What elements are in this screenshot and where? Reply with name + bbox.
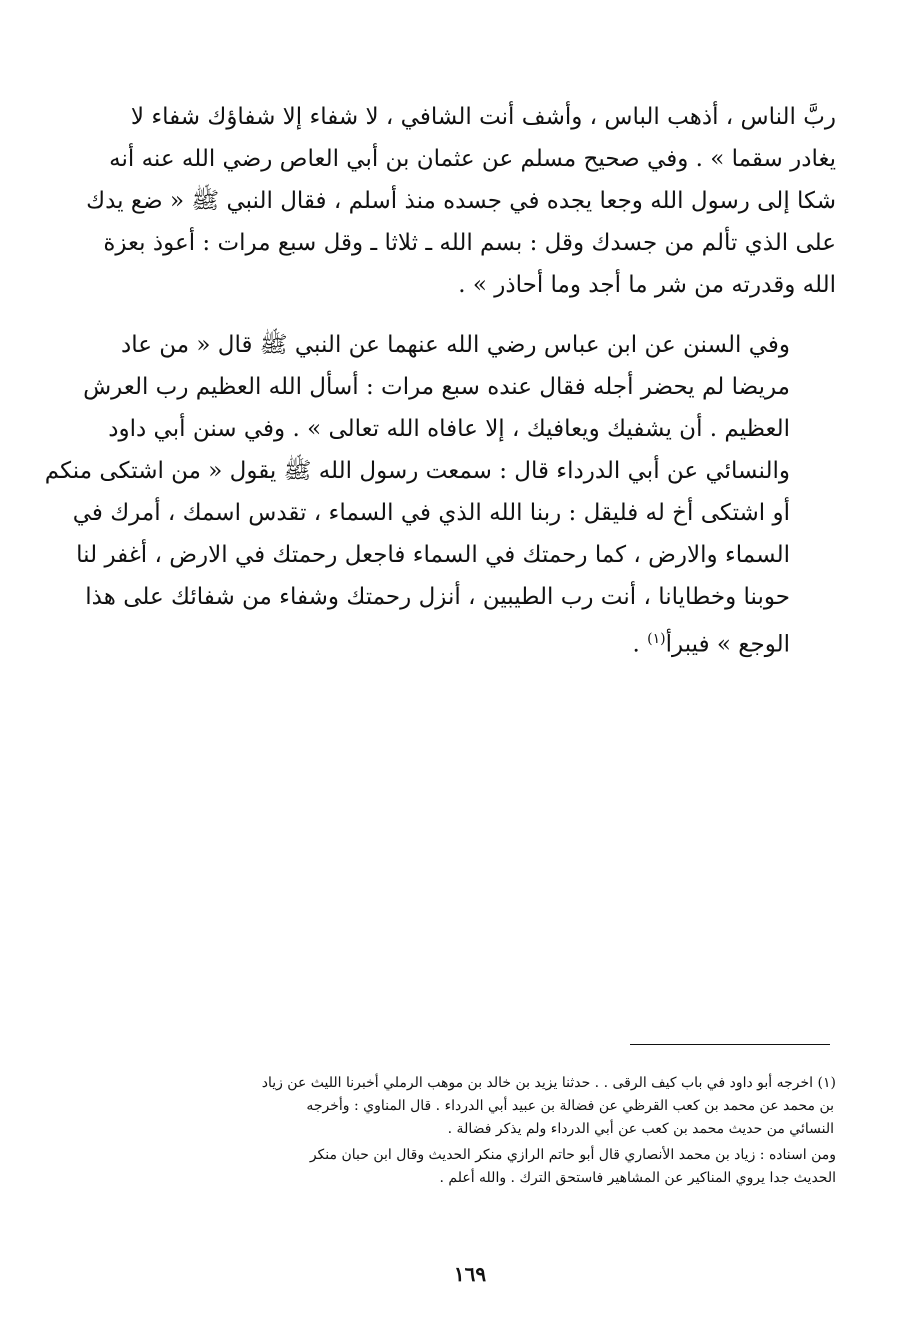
text-line: السماء والارض ، كما رحمتك في السماء فاجعل رحمتك في الارض ، أغفر لنا [76, 542, 790, 568]
paragraph-2 [44, 324, 836, 666]
footnote-line: النسائي من حديث محمد بن كعب عن أبي الدرداء ولم يذكر فضالة . [447, 1121, 834, 1137]
text-line-last [126, 618, 836, 666]
page-number: ١٦٩ [453, 1262, 487, 1286]
paragraph-1 [86, 96, 836, 306]
footnotes [124, 1072, 836, 1190]
footnote-reference[interactable]: (١) [647, 631, 666, 647]
footnote-line: الحديث جدا يروي المناكير عن المشاهير فاستحق الترك . والله أعلم . [439, 1170, 836, 1186]
text-line: حوبنا وخطايانا ، أنت رب الطيبين ، أنزل رحمتك وشفاء من شفائك على هذا [85, 584, 790, 610]
text-line: أو اشتكى أخ له فليقل : ربنا الله الذي في السماء ، تقدس اسمك ، أمرك في [72, 500, 790, 526]
text-line: يغادر سقما » . وفي صحيح مسلم عن عثمان بن أبي العاص رضي الله عنه أنه [109, 146, 836, 172]
text-line: ربَّ الناس ، أذهب الباس ، وأشف أنت الشافي ، لا شفاء إلا شفاؤك شفاء لا [130, 104, 836, 130]
text-line: مريضا لم يحضر أجله فقال عنده سبع مرات : أسأل الله العظيم رب العرش [83, 374, 790, 400]
footnote-line: ومن اسناده : زياد بن محمد الأنصاري قال أبو حاتم الرازي منكر الحديث وقال ابن حبان منكر [309, 1147, 836, 1163]
text-line: شكا إلى رسول الله وجعا يجده في جسده منذ أسلم ، فقال النبي ﷺ « ضع يدك [86, 188, 836, 214]
footnote-separator [630, 1044, 830, 1045]
footnote-line: بن محمد عن محمد بن كعب القرظي عن فضالة بن عبيد أبي الدرداء . قال المناوي : وأخرجه [306, 1098, 834, 1114]
text-line: والنسائي عن أبي الدرداء قال : سمعت رسول الله ﷺ يقول « من اشتكى منكم [44, 458, 790, 484]
text-line: على الذي تألم من جسدك وقل : بسم الله ـ ثلاثا ـ وقل سبع مرات : أعوذ بعزة [103, 230, 836, 256]
text-line: الله وقدرته من شر ما أجد وما أحاذر » . [458, 272, 836, 298]
text-fragment: . [632, 631, 648, 658]
text-fragment: الوجع » فيبرأ [665, 631, 790, 658]
text-line: وفي السنن عن ابن عباس رضي الله عنهما عن النبي ﷺ قال « من عاد [120, 332, 790, 358]
text-line: العظيم . أن يشفيك ويعافيك ، إلا عافاه الله تعالى » . وفي سنن أبي داود [108, 416, 790, 442]
footnote-line: (١) اخرجه أبو داود في باب كيف الرقى . . حدثنا يزيد بن خالد بن موهب الرملي أخبرنا الليث عن زياد [261, 1075, 836, 1091]
